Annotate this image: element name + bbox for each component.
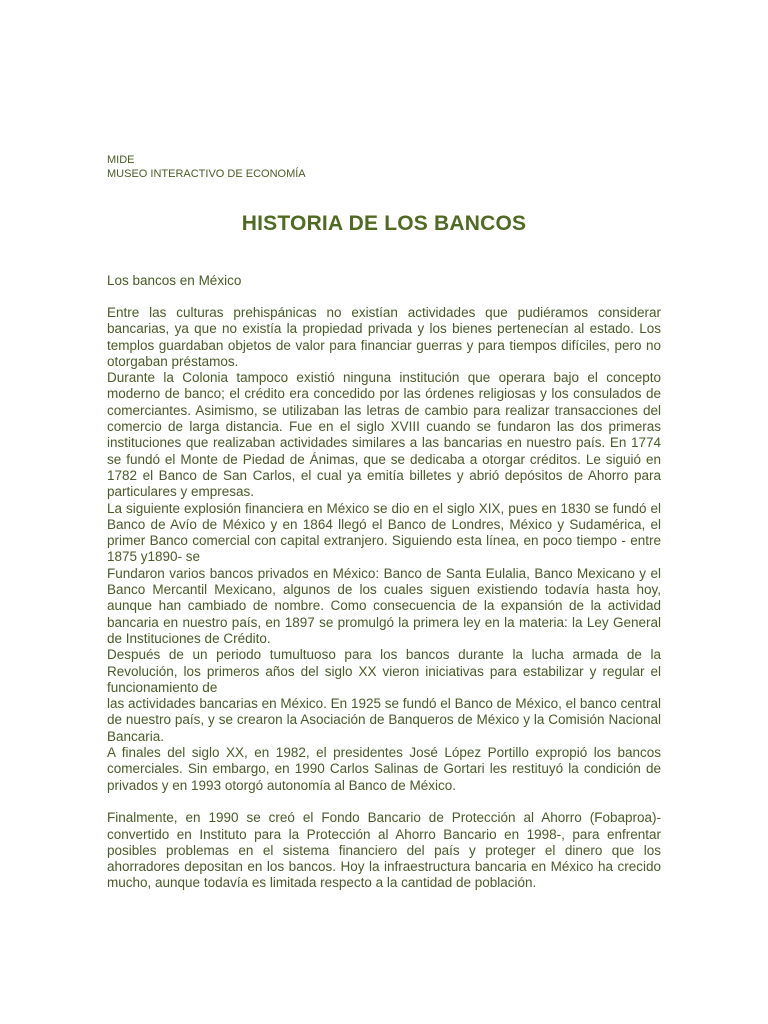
header-org-acronym: MIDE (107, 154, 135, 166)
header-org-name: MUSEO INTERACTIVO DE ECONOMÍA (107, 168, 306, 180)
document-body (107, 305, 661, 892)
paragraph-expropriation: A finales del siglo XX, en 1982, el presidentes José López Portillo expropió los bancos comerciales. Sin embargo, en 1990 Carlos Salinas de Gortari les restituyó la condición de privados y en 1993 otorgó autonomía al Banco de México. (107, 745, 661, 793)
paragraph-fobaproa: Finalmente, en 1990 se creó el Fondo Bancario de Protección al Ahorro (Fobaproa)- convertido en Instituto para la Protección al Ahorro Bancario en 1998-, para enfrentar posibles problemas en el sistema financiero del país y proteger el dinero que los ahorradores depositan en los bancos. Hoy la infraestructura bancaria en México ha crecido mucho, aunque todavía es limitada respecto a la cantidad de población. (107, 810, 661, 891)
paragraph-prehispanic: Entre las culturas prehispánicas no existían actividades que pudiéramos considerar bancarias, ya que no existía la propiedad privada y los bienes pertenecían al estado. Los templos guardaban objetos de valor para financiar guerras y para tiempos difíciles, pero no otorgaban préstamos. (107, 305, 661, 369)
section-subtitle: Los bancos en México (107, 273, 242, 288)
paragraph-spacer (107, 794, 661, 810)
paragraph-banco-de-mexico: las actividades bancarias en México. En 1925 se fundó el Banco de México, el banco central de nuestro país, y se crearon la Asociación de Banqueros de México y la Comisión Nacional Bancaria. (107, 696, 661, 744)
document-header (107, 153, 306, 181)
paragraph-colonial: Durante la Colonia tampoco existió ninguna institución que operara bajo el concepto moderno de banco; el crédito era concedido por las órdenes religiosas y los consulados de comerciantes. Asimismo, se utilizaban las letras de cambio para realizar transacciones del comercio de larga distancia. Fue en el siglo XVIII cuando se fundaron las dos primeras instituciones que realizaban actividades similares a las bancarias en nuestro país. En 1774 se fundó el Monte de Piedad de Ánimas, que se dedicaba a otorgar créditos. Le siguió en 1782 el Banco de San Carlos, el cual ya emitía billetes y abrió depósitos de Ahorro para particulares y empresas. (107, 370, 661, 500)
page-title: HISTORIA DE LOS BANCOS (241, 212, 527, 235)
paragraph-private-banks: Fundaron varios bancos privados en México: Banco de Santa Eulalia, Banco Mexicano y el Banco Mercantil Mexicano, algunos de los cuales siguen existiendo todavía hasta hoy, aunque han cambiado de nombre. Como consecuencia de la expansión de la actividad bancaria en nuestro país, en 1897 se promulgó la primera ley en la materia: la Ley General de Instituciones de Crédito. (107, 565, 661, 646)
paragraph-nineteenth-century: La siguiente explosión financiera en México se dio en el siglo XIX, pues en 1830 se fundó el Banco de Avío de México y en 1864 llegó el Banco de Londres, México y Sudamérica, el primer Banco comercial con capital extranjero. Siguiendo esta línea, en poco tiempo - entre 1875 y1890- se (107, 500, 661, 565)
paragraph-revolution: Después de un periodo tumultuoso para los bancos durante la lucha armada de la Revolución, los primeros años del siglo XX vieron iniciativas para estabilizar y regular el funcionamiento de (107, 647, 661, 695)
